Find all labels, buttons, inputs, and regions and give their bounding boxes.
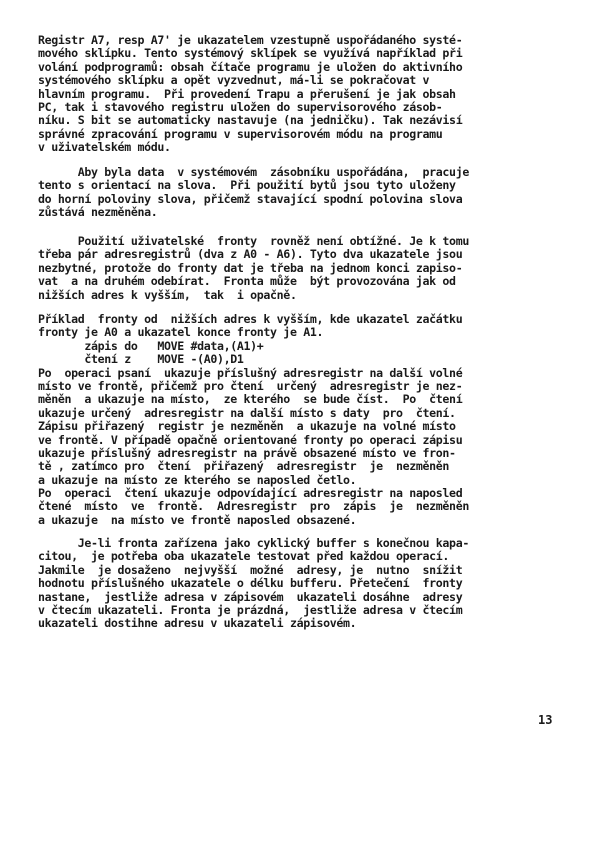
text-line: citou, je potřeba oba ukazatele testovat před každou operací. xyxy=(38,549,450,564)
text-line: Po operaci psaní ukazuje příslušný adresregistr na další volné xyxy=(38,365,463,380)
paragraph-5 xyxy=(38,537,562,631)
code-line: zápis do MOVE #data,(A1)+ xyxy=(38,338,264,353)
text-line: hlavním programu. Při provedení Trapu a přerušení je jak obsah xyxy=(38,86,456,101)
text-line: vat a na druhém odebírat. Fronta může být provozována jak od xyxy=(38,274,456,289)
text-line: ukazuje příslušný adresregistr na právě obsazené místo ve fron- xyxy=(38,445,456,460)
text-line: Je-li fronta zařízena jako cyklický buffer s konečnou kapa- xyxy=(38,536,469,550)
text-line: správné zpracování programu v supervisorovém módu na programu xyxy=(38,126,443,141)
text-line: měněn a ukazuje na místo, ze kterého se bude číst. Po čtení xyxy=(38,392,463,407)
text-line: nastane, jestliže adresa v zápisovém ukazateli dosáhne adresy xyxy=(38,589,463,604)
text-line: Jakmile je dosaženo nejvyšší možné adresy, je nutno snížit xyxy=(38,562,463,577)
paragraph-2 xyxy=(38,166,562,220)
text-line: mového sklípku. Tento systémový sklípek se využívá například při xyxy=(38,46,463,61)
text-line: Zápisu přiřazený registr je nezměněn a ukazuje na volné místo xyxy=(38,419,456,434)
text-line: Příklad fronty od nižších adres k vyšším, kde ukazatel začátku xyxy=(38,312,463,326)
text-line: ukazuje určený adresregistr na další místo s daty pro čtení. xyxy=(38,405,456,420)
text-line: v uživatelském módu. xyxy=(38,140,171,155)
text-line: ukazateli dostihne adresu v ukazateli zápisovém. xyxy=(38,616,357,631)
text-line: systémového sklípku a opět vyzvednut, má-li se pokračovat v xyxy=(38,73,430,88)
text-line: do horní poloviny slova, přičemž stavající spodní polovina slova xyxy=(38,191,463,206)
text-line: PC, tak i stavového registru uložen do supervisorového zásob- xyxy=(38,99,443,114)
text-line: fronty je A0 a ukazatel konce fronty je A1. xyxy=(38,325,324,340)
text-line: Použití uživatelské fronty rovněž není obtížné. Je k tomu xyxy=(38,234,469,248)
text-line: nižších adres k vyšším, tak i opačně. xyxy=(38,287,297,302)
text-line: tě , zatímco pro čtení přiřazený adresregistr je nezměněn xyxy=(38,459,450,474)
text-line: a ukazuje na místo ze kterého se naposled četlo. xyxy=(38,472,357,487)
text-line: Registr A7, resp A7' je ukazatelem vzestupně uspořádaného systé- xyxy=(38,33,463,47)
text-line: a ukazuje na místo ve frontě naposled obsazené. xyxy=(38,512,357,527)
paragraph-3 xyxy=(38,235,562,302)
text-line: volání podprogramů: obsah čítače programu je uložen do aktivního xyxy=(38,59,463,74)
text-line: místo ve frontě, přičemž pro čtení určený adresregistr je nez- xyxy=(38,378,463,393)
paragraph-1 xyxy=(38,34,562,155)
text-line: níku. S bit se automaticky nastavuje (na jedničku). Tak nezávisí xyxy=(38,113,463,128)
text-line: nezbytné, protože do fronty dat je třeba na jednom konci zapiso- xyxy=(38,260,463,275)
text-line: tento s orientací na slova. Při použití bytů jsou tyto uloženy xyxy=(38,178,456,193)
text-line: v čtecím ukazateli. Fronta je prázdná, jestliže adresa v čtecím xyxy=(38,602,463,617)
text-line: čtené místo ve frontě. Adresregistr pro zápis je nezměněn xyxy=(38,499,469,514)
text-line: Po operaci čtení ukazuje odpovídající adresregistr na naposled xyxy=(38,486,463,501)
page-number: 13 xyxy=(538,713,553,727)
code-line: čtení z MOVE -(A0),D1 xyxy=(38,352,244,367)
text-line: třeba pár adresregistrů (dva z A0 - A6). Tyto dva ukazatele jsou xyxy=(38,247,463,262)
paragraph-4 xyxy=(38,313,562,527)
text-line: zůstává nezměněna. xyxy=(38,205,158,220)
text-line: ve frontě. V případě opačně orientované fronty po operaci zápisu xyxy=(38,432,463,447)
text-line: Aby byla data v systémovém zásobníku uspořádána, pracuje xyxy=(38,165,469,179)
text-line: hodnotu příslušného ukazatele o délku bufferu. Přetečení fronty xyxy=(38,576,463,591)
